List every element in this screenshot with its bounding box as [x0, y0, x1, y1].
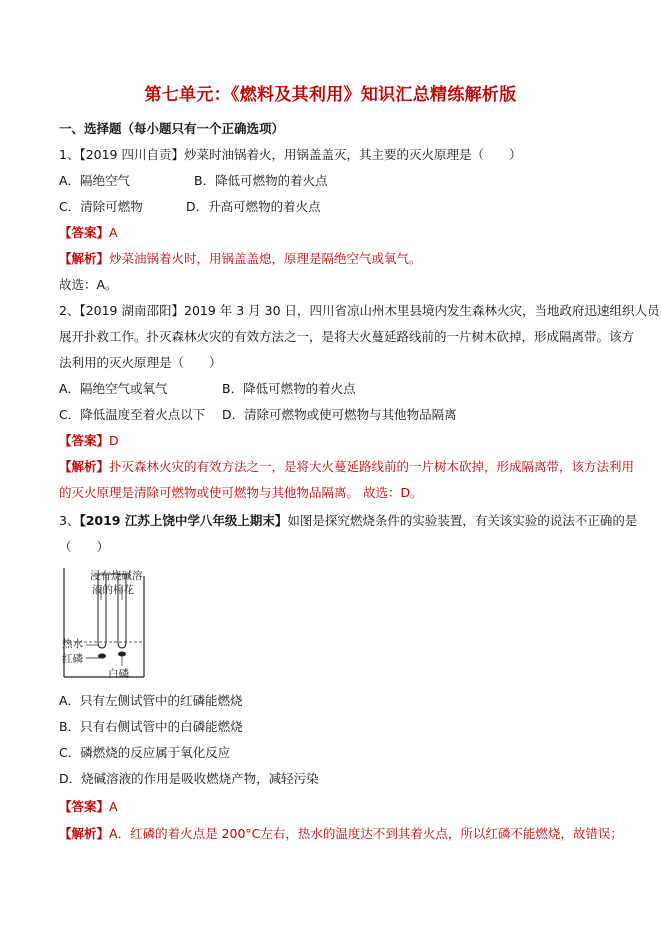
answer-label: 【答案】: [59, 225, 110, 240]
page-title: 第七单元：《燃料及其利用》知识汇总精练解析版: [144, 85, 517, 105]
q3-option-c: C．磷燃烧的反应属于氧化反应: [59, 745, 231, 760]
q1-option-a: A．隔绝空气: [59, 173, 131, 188]
q1-conclusion: 故选：A。: [59, 277, 118, 292]
label-white-phosphorus: 白磷: [108, 668, 129, 679]
question-source: 【2019 四川自贡】: [79, 147, 184, 162]
q1-option-c: C．清除可燃物: [59, 199, 143, 214]
analysis-label: 【解析】: [59, 459, 110, 474]
question-2-stem-line-2: 展开扑救工作。扑灭森林火灾的有效方法之一，是将大火蔓延路线前的一片树木砍掉，形成隔离带。该方: [59, 329, 635, 344]
q2-option-a: A．隔绝空气或氧气: [59, 381, 168, 396]
red-phosphorus-mark: [98, 654, 106, 659]
question-3-stem-line-2: （ ）: [59, 539, 110, 554]
experiment-apparatus-figure: [60, 566, 178, 679]
answer-value: A: [109, 799, 118, 814]
question-number: 1、: [59, 147, 80, 162]
analysis-text: A．红磷的着火点是 200°C左右，热水的温度达不到其着火点，所以红磷不能燃烧，故错误；: [109, 826, 623, 841]
question-text: 炒菜时油锅着火，用锅盖盖灭，其主要的灭火原理是（ ）: [184, 147, 522, 162]
section-heading: 一、选择题（每小题只有一个正确选项）: [59, 121, 285, 136]
q2-answer: [59, 433, 119, 449]
question-source: 【2019 江苏上饶中学八年级上期末】: [79, 513, 288, 528]
q3-option-a: A．只有左侧试管中的红磷能燃烧: [59, 693, 243, 708]
q1-option-b: B．降低可燃物的着火点: [194, 173, 328, 188]
question-2-stem-line-3: 法利用的灭火原理是（ ）: [59, 355, 222, 370]
q3-option-d: D．烧碱溶液的作用是吸收燃烧产物，减轻污染: [59, 771, 319, 786]
q2-option-c: C．降低温度至着火点以下: [59, 407, 206, 422]
analysis-text: 炒菜油锅着火时，用锅盖盖熄，原理是隔绝空气或氧气。: [109, 251, 422, 266]
question-source: 【2019 湖南邵阳】: [79, 303, 184, 318]
q3-analysis: [59, 826, 623, 842]
answer-label: 【答案】: [59, 433, 110, 448]
analysis-label: 【解析】: [59, 251, 110, 266]
question-1-stem: [59, 147, 522, 163]
question-3-stem-line-1: [59, 513, 637, 529]
white-phosphorus-mark: [118, 652, 126, 657]
question-text: 2019 年 3 月 30 日，四川省凉山州木里县境内发生森林火灾，当地政府迅速组织人员: [184, 303, 660, 318]
analysis-label: 【解析】: [59, 826, 110, 841]
question-text: 如图是探究燃烧条件的实验装置，有关该实验的说法不正确的是: [287, 513, 638, 528]
q1-analysis: [59, 251, 422, 267]
q3-option-b: B．只有右侧试管中的白磷能燃烧: [59, 719, 243, 734]
label-red-phosphorus: 红磷: [62, 653, 83, 665]
answer-value: A: [109, 225, 118, 240]
q3-answer: [59, 799, 118, 815]
q2-option-d: D．清除可燃物或使可燃物与其他物品隔离: [222, 407, 457, 422]
q1-answer: [59, 225, 118, 241]
question-2-stem-line-1: [59, 303, 660, 319]
question-number: 2、: [59, 303, 80, 318]
label-cotton-2: 液的棉花: [92, 584, 134, 596]
analysis-text: 扑灭森林火灾的有效方法之一，是将大火蔓延路线前的一片树木砍掉，形成隔离带，该方法利用: [109, 459, 635, 474]
question-number: 3、: [59, 513, 80, 528]
q1-option-d: D．升高可燃物的着火点: [186, 199, 321, 214]
q2-option-b: B．降低可燃物的着火点: [222, 381, 356, 396]
q2-analysis-line-2: 的灭火原理是清除可燃物或使可燃物与其他物品隔离。 故选：D。: [59, 485, 423, 500]
answer-value: D: [109, 433, 119, 448]
label-hot-water: 热水: [62, 638, 83, 650]
label-cotton-1: 浸有烧碱溶: [90, 570, 143, 582]
answer-label: 【答案】: [59, 799, 110, 814]
q2-analysis-line-1: [59, 459, 634, 475]
